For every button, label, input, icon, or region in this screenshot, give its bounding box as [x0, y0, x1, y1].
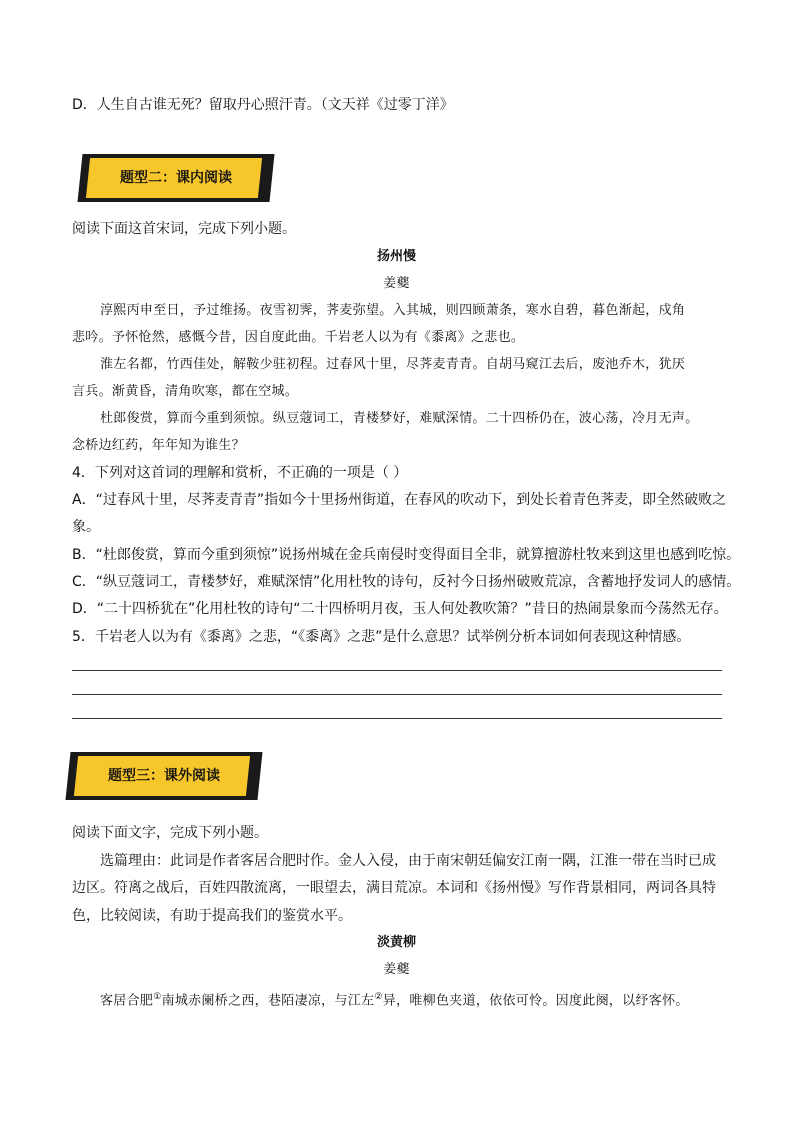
poem-author-2: 姜夔: [383, 962, 410, 977]
preface-line-2: 悲吟。予怀怆然，感慨今昔，因自度此曲。千岩老人以为有《黍离》之悲也。: [72, 330, 525, 345]
q4-option-b: B．“杜郎俊赏，算而今重到须惊”说扬州城在金兵南侵时变得面目全非，就算擅游杜牧来到这里也感到吃惊。: [72, 547, 741, 563]
reason-line-3: 色，比较阅读，有助于提高我们的鉴赏水平。: [72, 908, 352, 924]
answer-line-3: [72, 718, 722, 719]
section-title-2: 题型二：课内阅读: [120, 170, 232, 186]
q4-stem: 4．下列对这首词的理解和赏析，不正确的一项是（ ）: [72, 465, 408, 481]
poem-title-2: 淡黄柳: [376, 935, 416, 950]
q4-option-d: D．“二十四桥犹在”化用杜牧的诗句“二十四桥明月夜，玉人何处教吹箫？”昔日的热闹景象而今荡然无存。: [72, 601, 728, 617]
q5-stem: 5．千岩老人以为有《黍离》之悲，“《黍离》之悲”是什么意思？试举例分析本词如何表现这种情感。: [72, 629, 691, 645]
preface-2-part-1: 客居合肥: [100, 993, 154, 1009]
q3-option-d: D．人生自古谁无死？留取丹心照汗青。（文天祥《过零丁洋》: [72, 97, 454, 113]
q4-option-a-line-2: 象。: [72, 519, 100, 535]
preface-line-1: 淳熙丙申至日，予过维扬。夜雪初霁，荠麦弥望。入其城，则四顾萧条，寒水自碧，暮色渐起，戍角: [100, 303, 686, 318]
stanza1-line-2: 言兵。渐黄昏，清角吹寒，都在空城。: [72, 384, 299, 399]
stanza2-line-2: 念桥边红药，年年知为谁生？: [72, 438, 245, 453]
section-banner-2: [80, 154, 272, 202]
poem-author-1: 姜夔: [383, 276, 410, 291]
answer-line-2: [72, 694, 722, 695]
preface-2-part-3: 异，唯柳色夹道，依依可怜。因度此阕，以纾客怀。: [382, 993, 689, 1009]
q4-option-c: C．“纵豆蔻词工，青楼梦好，难赋深情”化用杜牧的诗句，反衬今日扬州破败荒凉，含蓄地抒发词人的感情。: [72, 574, 741, 590]
poem-title-1: 扬州慢: [376, 249, 416, 264]
reason-line-2: 边区。符离之战后，百姓四散流离，一眼望去，满目荒凉。本词和《扬州慢》写作背景相同，两词各具特: [72, 880, 716, 896]
preface-2-part-2: 南城赤阑桥之西，巷陌凄凉，与江左: [161, 993, 375, 1009]
section-title-3: 题型三：课外阅读: [108, 768, 220, 784]
answer-line-1: [72, 670, 722, 671]
stanza2-line-1: 杜郎俊赏，算而今重到须惊。纵豆蔻词工，青楼梦好，难赋深情。二十四桥仍在，波心荡，冷月无声。: [100, 411, 699, 426]
section3-intro: 阅读下面文字，完成下列小题。: [72, 825, 268, 841]
reason-line-1: 选篇理由：此词是作者客居合肥时作。金人入侵，由于南宋朝廷偏安江南一隅，江淮一带在当时已成: [100, 853, 716, 869]
stanza1-line-1: 淮左名都，竹西佳处，解鞍少驻初程。过春风十里，尽荠麦青青。自胡马窥江去后，废池乔木，犹厌: [100, 357, 686, 372]
preface-2: [100, 987, 689, 1011]
section2-intro: 阅读下面这首宋词，完成下列小题。: [72, 221, 296, 237]
q4-option-a-line-1: A．“过春风十里，尽荠麦青青”指如今十里扬州街道，在春风的吹动下，到处长着青色荠麦，即全然破败之: [72, 492, 727, 508]
footnote-marker-1: ①: [153, 992, 162, 1002]
section-banner-3: [68, 752, 260, 800]
footnote-marker-2: ②: [374, 992, 383, 1002]
